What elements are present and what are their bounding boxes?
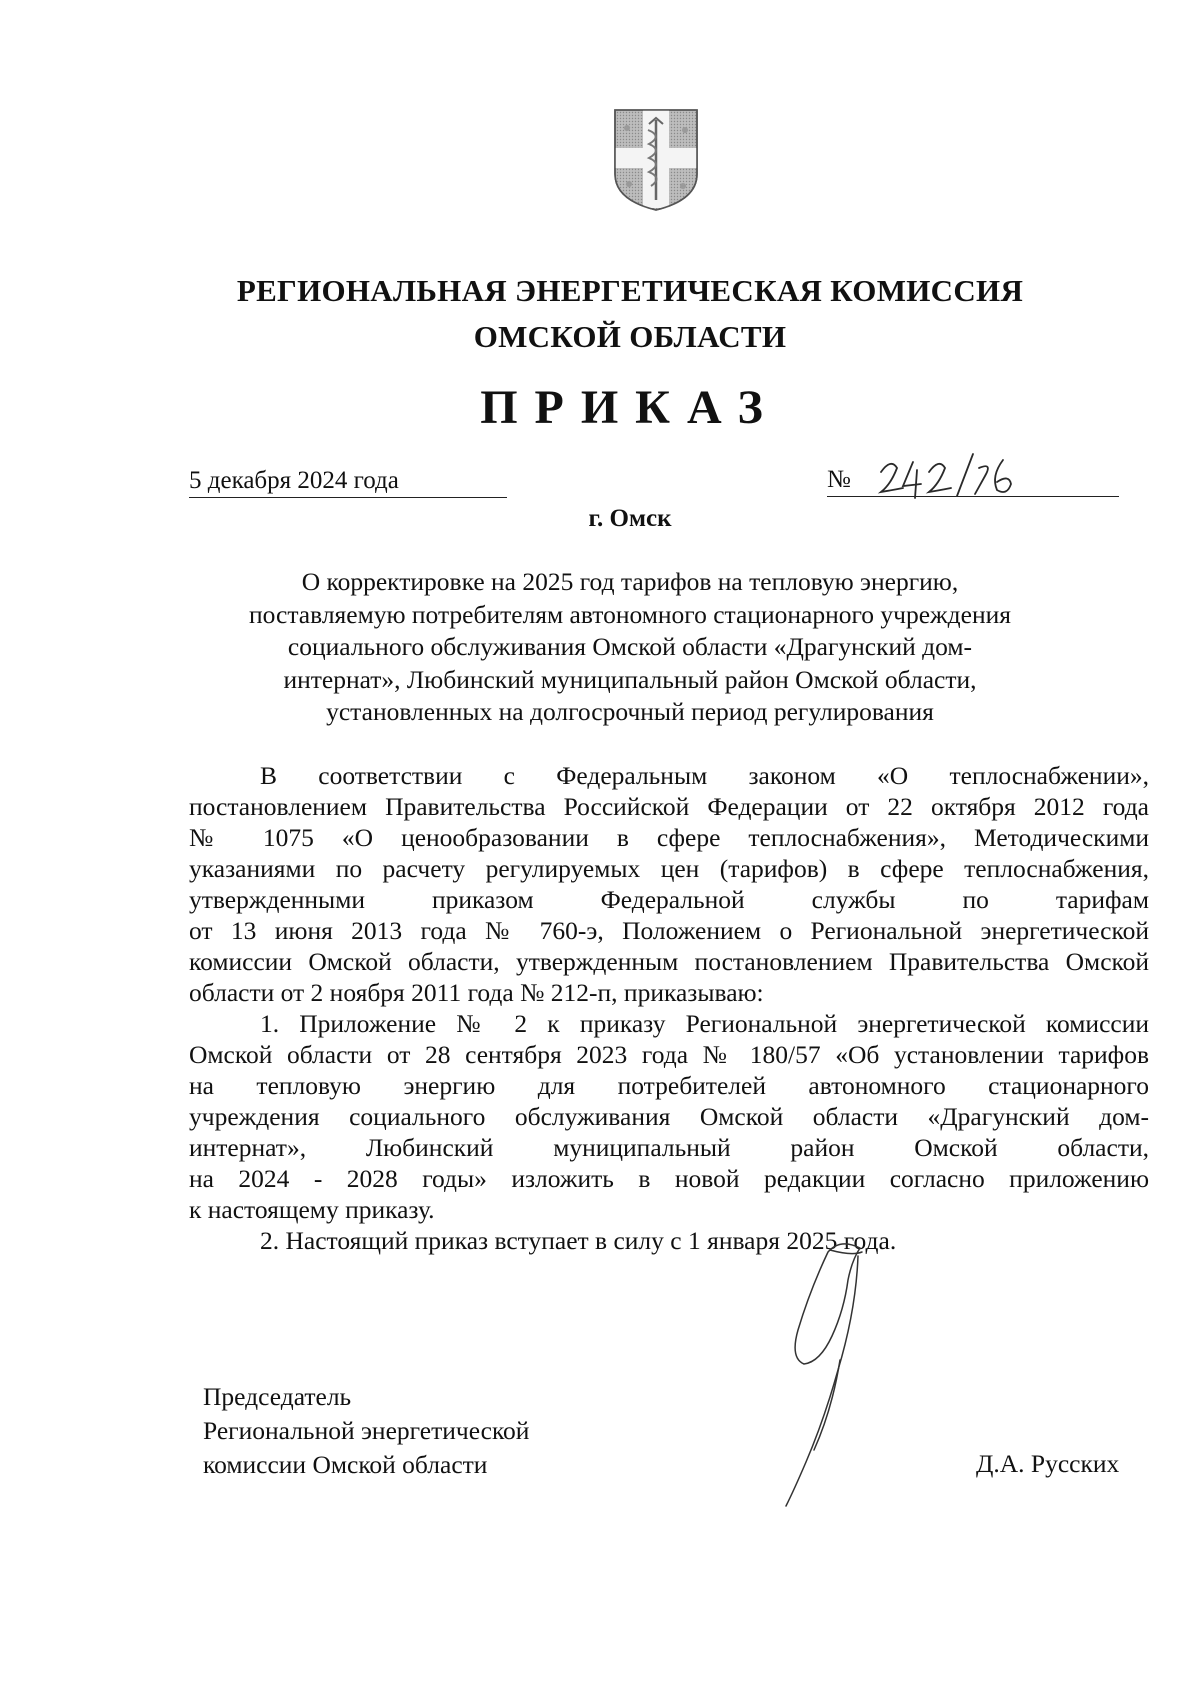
organization-name-line-1: РЕГИОНАЛЬНАЯ ЭНЕРГЕТИЧЕСКАЯ КОМИССИЯ <box>236 273 1024 308</box>
document-type-title: ПРИКАЗ <box>480 381 780 434</box>
item-1-line: Омской области от 28 сентября 2023 года № 180/57 «Об установлении тарифов <box>189 1040 1149 1069</box>
document-number-sign: № <box>827 466 851 493</box>
order-body <box>189 760 1149 1256</box>
order-subject <box>200 566 1060 729</box>
organization-name <box>180 268 1080 360</box>
organization-name-line-2: ОМСКОЙ ОБЛАСТИ <box>473 319 787 354</box>
preamble-line: постановлением Правительства Российской Федерации от 22 октября 2012 года <box>189 792 1149 821</box>
item-1-line: 1. Приложение № 2 к приказу Региональной энергетической комиссии <box>260 1009 1149 1038</box>
preamble-line: № 1075 «О ценообразовании в сфере теплоснабжения», Методическими <box>189 823 1149 852</box>
subject-line: интернат», Любинский муниципальный район Омской области, <box>283 664 977 694</box>
signatory-position-line: комиссии Омской области <box>203 1450 488 1479</box>
signatory-position-line: Региональной энергетической <box>203 1416 530 1445</box>
coat-of-arms-emblem <box>613 108 699 212</box>
preamble-line: указаниями по расчету регулируемых цен (тарифов) в сфере теплоснабжения, <box>189 854 1149 883</box>
preamble-line: комиссии Омской области, утвержденным постановлением Правительства Омской <box>189 947 1149 976</box>
signatory-name: Д.А. Русских <box>976 1449 1120 1478</box>
item-1-line: на тепловую энергию для потребителей автономного стационарного <box>189 1071 1149 1100</box>
subject-line: поставляемую потребителям автономного стационарного учреждения <box>249 599 1011 629</box>
preamble-line: утвержденными приказом Федеральной службы по тарифам <box>189 885 1149 914</box>
subject-line: установленных на долгосрочный период регулирования <box>326 697 934 726</box>
handwritten-signature <box>740 1240 880 1510</box>
item-1-line: интернат», Любинский муниципальный район Омской области, <box>189 1133 1149 1162</box>
handwritten-document-number <box>877 446 1027 504</box>
preamble-line: В соответствии с Федеральным законом «О теплоснабжении», <box>260 761 1149 790</box>
signatory-position-line: Председатель <box>203 1382 352 1411</box>
item-1-line: на 2024 - 2028 годы» изложить в новой редакции согласно приложению <box>189 1164 1149 1193</box>
item-1-line: к настоящему приказу. <box>189 1195 435 1224</box>
item-2-line: 2. Настоящий приказ вступает в силу с 1 января 2025 года. <box>260 1226 897 1255</box>
document-date: 5 декабря 2024 года <box>189 467 399 494</box>
subject-line: социального обслуживания Омской области «Драгунский дом- <box>287 632 973 661</box>
preamble-line: от 13 июня 2013 года № 760-э, Положением о Региональной энергетической <box>189 916 1149 945</box>
signatory-position <box>203 1380 529 1482</box>
date-underline <box>189 497 507 498</box>
subject-line: О корректировке на 2025 год тарифов на тепловую энергию, <box>301 567 959 596</box>
city-name: г. Омск <box>588 505 672 532</box>
item-1-line: учреждения социального обслуживания Омской области «Драгунский дом- <box>189 1102 1149 1131</box>
preamble-line: области от 2 ноября 2011 года № 212-п, приказываю: <box>189 978 764 1007</box>
